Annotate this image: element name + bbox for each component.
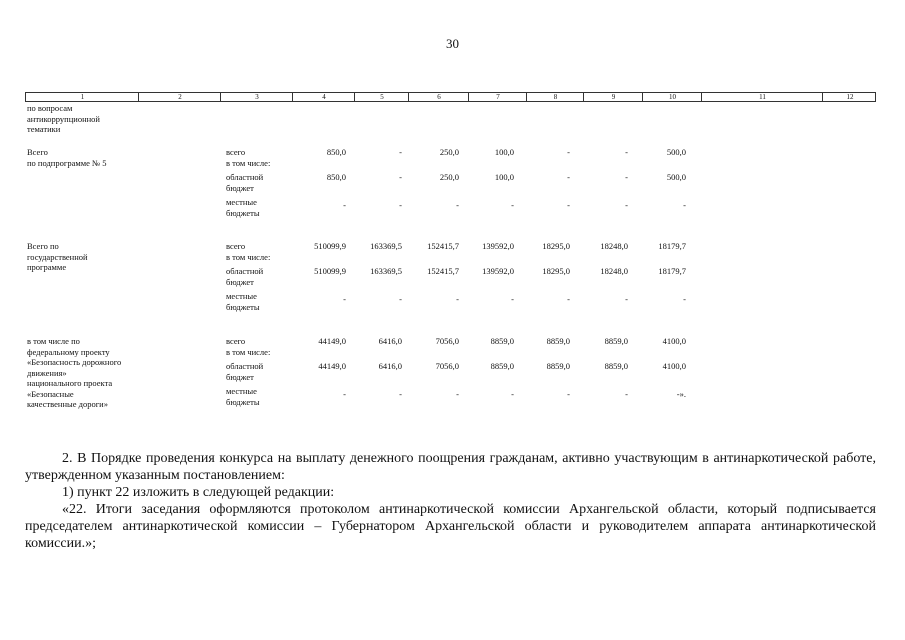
cell-value: 18179,7	[658, 241, 686, 251]
cell-value: 500,0	[666, 147, 686, 157]
block-label: Всего по подпрограмме № 5	[27, 147, 107, 168]
cell-value: 139592,0	[482, 241, 514, 251]
cell-value: 18248,0	[600, 266, 628, 276]
cell-value: -	[683, 294, 686, 304]
cell-value: -	[625, 172, 628, 182]
cell-value: -	[625, 200, 628, 210]
cell-value: -	[456, 294, 459, 304]
block-label: в том числе по федеральному проекту «Безопасность дорожного движения» национального проекта «Безопасные качественные дороги»	[27, 336, 122, 409]
cell-value: -	[456, 389, 459, 399]
header-col-2: 2	[178, 93, 182, 101]
cell-value: 18295,0	[542, 266, 570, 276]
paragraph-22: «22. Итоги заседания оформляются протоколом антинаркотической комиссии Архангельской области, который подписывается председателем антинаркотической комиссии – Губернатором Архангельской области и руководителем аппарата антинаркотической комиссии.»;	[25, 502, 876, 551]
header-col-8: 8	[553, 93, 558, 101]
cell-value: -	[567, 172, 570, 182]
cell-value: -	[343, 389, 346, 399]
row-type-local: местные бюджеты	[226, 291, 260, 312]
table-header	[25, 92, 876, 102]
block-label: Всего по государственной программе	[27, 241, 88, 272]
header-col-9: 9	[611, 93, 616, 101]
cell-value: -	[399, 147, 402, 157]
header-divider	[583, 92, 584, 102]
header-divider	[354, 92, 355, 102]
row-type-total: всего	[226, 336, 246, 346]
row-type-incl: в том числе:	[226, 252, 271, 262]
header-col-4: 4	[322, 93, 326, 101]
cell-value: -	[567, 147, 570, 157]
cell-value: 100,0	[494, 147, 514, 157]
cell-value: -	[511, 389, 514, 399]
header-col-1: 1	[80, 93, 85, 101]
cell-value: 163369,5	[370, 266, 402, 276]
cell-value: -	[625, 294, 628, 304]
cell-value: 250,0	[439, 147, 459, 157]
cell-value: 8859,0	[490, 361, 514, 371]
cell-value: 8859,0	[490, 336, 514, 346]
paragraph-item-1: 1) пункт 22 изложить в следующей редакции:	[62, 485, 335, 500]
row-type-local: местные бюджеты	[226, 197, 260, 218]
cell-value: 7056,0	[435, 336, 459, 346]
cell-value: 18248,0	[600, 241, 628, 251]
header-divider	[220, 92, 221, 102]
cell-value: 850,0	[326, 147, 346, 157]
header-col-7: 7	[496, 93, 500, 101]
cell-value: 6416,0	[378, 336, 402, 346]
cell-value: 152415,7	[427, 241, 459, 251]
header-divider	[701, 92, 702, 102]
cell-value: 8859,0	[546, 336, 570, 346]
cell-value: -	[567, 294, 570, 304]
header-divider	[292, 92, 293, 102]
cell-value: 44149,0	[318, 361, 346, 371]
row-type-incl: в том числе:	[226, 158, 271, 168]
cell-value: 850,0	[326, 172, 346, 182]
cell-value: -	[567, 389, 570, 399]
cell-value: 44149,0	[318, 336, 346, 346]
header-divider	[408, 92, 409, 102]
document-text	[25, 450, 876, 552]
cell-value: 100,0	[494, 172, 514, 182]
cell-value: -	[399, 294, 402, 304]
cell-value: -	[625, 147, 628, 157]
cell-value: 4100,0	[662, 336, 686, 346]
cell-value: 8859,0	[604, 361, 628, 371]
row-type-regional: областной бюджет	[226, 266, 264, 287]
cell-value: -	[683, 200, 686, 210]
header-divider	[822, 92, 823, 102]
cell-value: 4100,0	[662, 361, 686, 371]
cell-value: -	[399, 389, 402, 399]
cell-value: 250,0	[439, 172, 459, 182]
cell-value: -	[511, 200, 514, 210]
header-col-12: 12	[846, 93, 854, 101]
cell-value: 152415,7	[427, 266, 459, 276]
row-type-regional: областной бюджет	[226, 172, 264, 193]
cell-value: 18295,0	[542, 241, 570, 251]
header-col-6: 6	[437, 93, 441, 101]
header-divider	[468, 92, 469, 102]
cell-value: 6416,0	[378, 361, 402, 371]
cell-value: 163369,5	[370, 241, 402, 251]
cell-value: -	[343, 294, 346, 304]
cell-value: -».	[676, 389, 686, 399]
row-type-regional: областной бюджет	[226, 361, 264, 382]
header-col-5: 5	[380, 93, 384, 101]
row-type-total: всего	[226, 241, 246, 251]
cell-value: 7056,0	[435, 361, 459, 371]
cell-value: -	[399, 200, 402, 210]
cell-value: 510099,9	[314, 266, 346, 276]
header-divider	[526, 92, 527, 102]
cell-value: 8859,0	[604, 336, 628, 346]
header-col-10: 10	[669, 93, 676, 101]
header-col-11: 11	[759, 93, 766, 101]
cell-value: 8859,0	[546, 361, 570, 371]
cell-value: -	[399, 172, 402, 182]
header-divider	[642, 92, 643, 102]
cell-value: -	[511, 294, 514, 304]
row-type-total: всего	[226, 147, 246, 157]
paragraph-2: 2. В Порядке проведения конкурса на выплату денежного поощрения гражданам, активно участвующим в антинаркотической работе, утвержденном указанным постановлением:	[25, 451, 876, 483]
cell-value: 510099,9	[314, 241, 346, 251]
cell-value: 18179,7	[658, 266, 686, 276]
continuation-label: по вопросам антикоррупционной тематики	[27, 103, 100, 134]
cell-value: -	[456, 200, 459, 210]
cell-value: -	[567, 200, 570, 210]
row-type-incl: в том числе:	[226, 347, 271, 357]
row-type-local: местные бюджеты	[226, 386, 260, 407]
cell-value: 500,0	[666, 172, 686, 182]
cell-value: -	[625, 389, 628, 399]
header-col-3: 3	[255, 93, 259, 101]
page-number: 30	[446, 36, 459, 51]
cell-value: 139592,0	[482, 266, 514, 276]
header-divider	[138, 92, 139, 102]
cell-value: -	[343, 200, 346, 210]
